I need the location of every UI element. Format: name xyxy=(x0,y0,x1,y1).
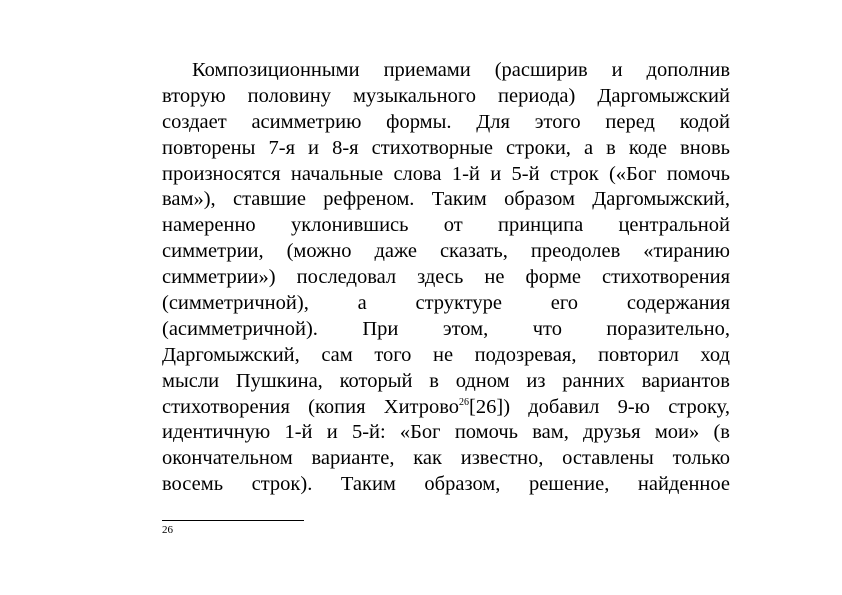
footnote-reference[interactable]: 26 xyxy=(459,396,470,408)
text-line: (симметричной), а структуре его содержания xyxy=(162,292,730,315)
text-line: окончательном варианте, как известно, оставлены только xyxy=(162,447,730,470)
footnote-separator xyxy=(162,520,304,521)
text-line: идентичную 1-й и 5-й: «Бог помочь вам, друзья мои» (в xyxy=(162,421,730,444)
text-segment: стихотворения (копия Хитрово xyxy=(162,395,460,418)
footnote-number: 26 xyxy=(162,524,173,536)
text-line: симметрии») последовал здесь не форме стихотворения xyxy=(162,266,730,289)
text-line: произносятся начальные слова 1-й и 5-й строк («Бог помочь xyxy=(162,162,730,185)
text-line: Композиционными приемами (расширив и дополнив xyxy=(192,59,730,81)
text-line: Даргомыжский, сам того не подозревая, повторил ход xyxy=(162,343,730,366)
text-line-with-footnote xyxy=(162,395,730,421)
text-line: намеренно уклонившись от принципа центральной xyxy=(162,214,730,237)
text-line: (асимметричной). При этом, что поразительно, xyxy=(162,317,730,340)
text-line: создает асимметрию формы. Для этого перед кодой xyxy=(162,110,730,133)
text-line: вам»), ставшие рефреном. Таким образом Даргомыжский, xyxy=(162,188,730,211)
body-paragraph xyxy=(162,58,730,498)
text-line: повторены 7-я и 8-я стихотворные строки, а в коде вновь xyxy=(162,136,730,159)
text-segment: [26]) добавил 9-ю строку, xyxy=(469,395,730,418)
text-line: симметрии, (можно даже сказать, преодолев «тиранию xyxy=(162,240,730,263)
text-line: вторую половину музыкального периода) Даргомыжский xyxy=(162,84,730,107)
text-line: мысли Пушкина, который в одном из ранних вариантов xyxy=(162,369,730,392)
text-line: восемь строк). Таким образом, решение, найденное xyxy=(162,473,730,496)
